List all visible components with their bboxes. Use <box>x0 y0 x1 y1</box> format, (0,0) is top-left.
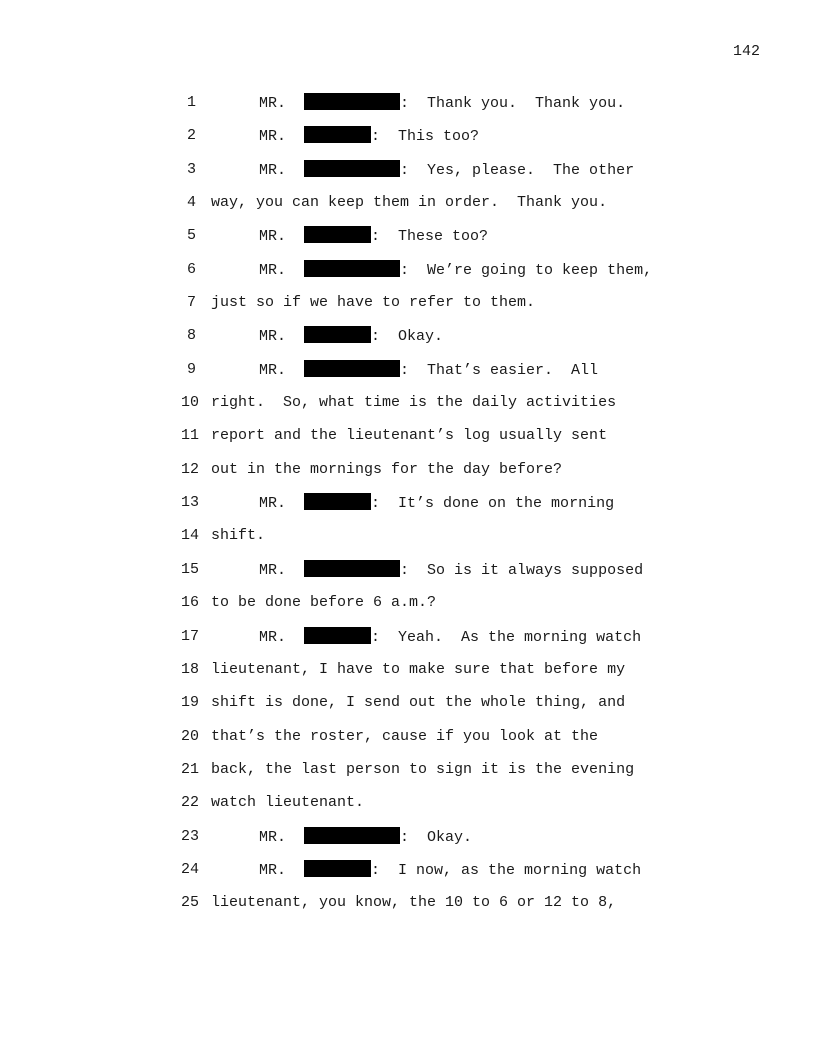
speaker-label: MR. <box>259 628 287 646</box>
line-text <box>211 426 607 446</box>
redaction-bar <box>304 360 400 377</box>
transcript-line <box>0 493 816 526</box>
line-number: 8 <box>186 327 196 345</box>
line-number: 9 <box>186 360 196 378</box>
speaker-label: MR. <box>259 861 287 879</box>
line-number: 19 <box>180 694 199 712</box>
transcript-line <box>0 760 816 793</box>
line-text <box>211 660 625 680</box>
spoken-text: shift is done, I send out the whole thing, and <box>211 694 626 712</box>
redaction-bar <box>304 93 400 110</box>
line-text <box>259 93 625 114</box>
transcript-line <box>0 93 816 126</box>
transcript-line <box>0 460 816 493</box>
redaction-bar <box>304 560 400 577</box>
speaker-label: MR. <box>259 161 287 179</box>
page-number: 142 <box>733 43 761 60</box>
line-number: 6 <box>186 260 196 278</box>
redaction-bar <box>304 493 371 510</box>
line-number: 25 <box>180 894 199 912</box>
redaction-bar <box>304 160 400 177</box>
line-text <box>259 260 652 281</box>
spoken-text: way, you can keep them in order. Thank you. <box>211 194 608 212</box>
spoken-text: lieutenant, you know, the 10 to 6 or 12 to 8, <box>211 894 617 912</box>
transcript-line <box>0 260 816 293</box>
transcript-line <box>0 693 816 726</box>
redaction-bar <box>304 827 400 844</box>
line-text <box>211 526 265 546</box>
transcript-line <box>0 226 816 259</box>
spoken-text: shift. <box>211 527 266 545</box>
spoken-text: : I now, as the morning watch <box>371 861 642 879</box>
spoken-text: : It’s done on the morning <box>371 495 615 513</box>
spoken-text: : This too? <box>371 128 480 146</box>
line-text <box>211 460 562 480</box>
line-text <box>211 793 364 813</box>
line-text <box>259 860 641 881</box>
line-number: 23 <box>180 827 199 845</box>
line-number: 2 <box>186 127 196 145</box>
spoken-text: : These too? <box>371 228 489 246</box>
line-text <box>259 126 479 147</box>
line-text <box>259 493 614 514</box>
line-number: 21 <box>180 760 199 778</box>
spoken-text: lieutenant, I have to make sure that before my <box>211 660 626 678</box>
transcript-line <box>0 193 816 226</box>
redaction-bar <box>304 860 371 877</box>
line-number: 5 <box>186 227 196 245</box>
line-number: 1 <box>186 94 196 111</box>
spoken-text: : We’re going to keep them, <box>400 261 653 279</box>
line-number: 11 <box>180 427 199 445</box>
transcript-line <box>0 560 816 593</box>
line-number: 13 <box>180 494 199 512</box>
line-text <box>259 226 488 247</box>
spoken-text: right. So, what time is the daily activities <box>211 394 617 412</box>
line-text <box>259 627 641 648</box>
transcript-line <box>0 827 816 860</box>
line-text <box>211 193 607 213</box>
speaker-label: MR. <box>259 95 287 112</box>
line-text <box>211 893 616 913</box>
transcript-line <box>0 426 816 459</box>
line-number: 18 <box>180 660 199 678</box>
spoken-text: out in the mornings for the day before? <box>211 460 563 478</box>
transcript-line <box>0 360 816 393</box>
line-number: 16 <box>180 594 199 612</box>
line-text <box>211 727 598 747</box>
line-number: 15 <box>180 560 199 578</box>
spoken-text: : That’s easier. All <box>400 361 599 379</box>
redaction-bar <box>304 260 400 277</box>
spoken-text: report and the lieutenant’s log usually sent <box>211 427 608 445</box>
line-number: 10 <box>180 394 199 412</box>
speaker-label: MR. <box>259 561 287 579</box>
speaker-label: MR. <box>259 361 287 379</box>
line-number: 22 <box>180 794 199 812</box>
speaker-label: MR. <box>259 328 287 346</box>
speaker-label: MR. <box>259 828 287 846</box>
line-text <box>211 393 616 413</box>
spoken-text: : Okay. <box>400 828 473 846</box>
spoken-text: to be done before 6 a.m.? <box>211 594 437 612</box>
line-number: 4 <box>186 194 196 212</box>
spoken-text: : Thank you. Thank you. <box>400 95 626 112</box>
spoken-text: back, the last person to sign it is the evening <box>211 760 635 778</box>
transcript-line <box>0 660 816 693</box>
spoken-text: : Yeah. As the morning watch <box>371 628 642 646</box>
transcript-line <box>0 860 816 893</box>
line-text <box>259 360 598 381</box>
line-number: 12 <box>180 460 199 478</box>
transcript-line <box>0 727 816 760</box>
line-number: 20 <box>180 727 199 745</box>
spoken-text: : Yes, please. The other <box>400 161 635 179</box>
transcript-line <box>0 126 816 159</box>
transcript-line <box>0 593 816 626</box>
line-number: 3 <box>186 160 196 178</box>
transcript-line <box>0 893 816 926</box>
line-number: 14 <box>180 527 199 545</box>
line-number: 7 <box>186 294 196 312</box>
line-text <box>211 693 625 713</box>
spoken-text: : So is it always supposed <box>400 561 644 579</box>
redaction-bar <box>304 126 371 143</box>
transcript-line <box>0 160 816 193</box>
line-text <box>211 760 634 780</box>
spoken-text: that’s the roster, cause if you look at the <box>211 727 599 745</box>
transcript-line <box>0 793 816 826</box>
line-number: 17 <box>180 627 199 645</box>
transcript-line <box>0 627 816 660</box>
line-text <box>259 827 472 848</box>
spoken-text: watch lieutenant. <box>211 794 365 812</box>
line-text <box>259 160 634 181</box>
speaker-label: MR. <box>259 228 287 246</box>
speaker-label: MR. <box>259 261 287 279</box>
line-number: 24 <box>180 860 199 878</box>
speaker-label: MR. <box>259 495 287 513</box>
redaction-bar <box>304 326 371 343</box>
redaction-bar <box>304 226 371 243</box>
transcript-line <box>0 326 816 359</box>
redaction-bar <box>304 627 371 644</box>
spoken-text: just so if we have to refer to them. <box>211 294 536 312</box>
transcript-line <box>0 526 816 559</box>
line-text <box>259 326 443 347</box>
line-text <box>211 293 535 313</box>
transcript-line <box>0 293 816 326</box>
line-text <box>259 560 643 581</box>
transcript-body <box>0 93 816 927</box>
spoken-text: : Okay. <box>371 328 444 346</box>
speaker-label: MR. <box>259 128 287 146</box>
line-text <box>211 593 436 613</box>
transcript-line <box>0 393 816 426</box>
